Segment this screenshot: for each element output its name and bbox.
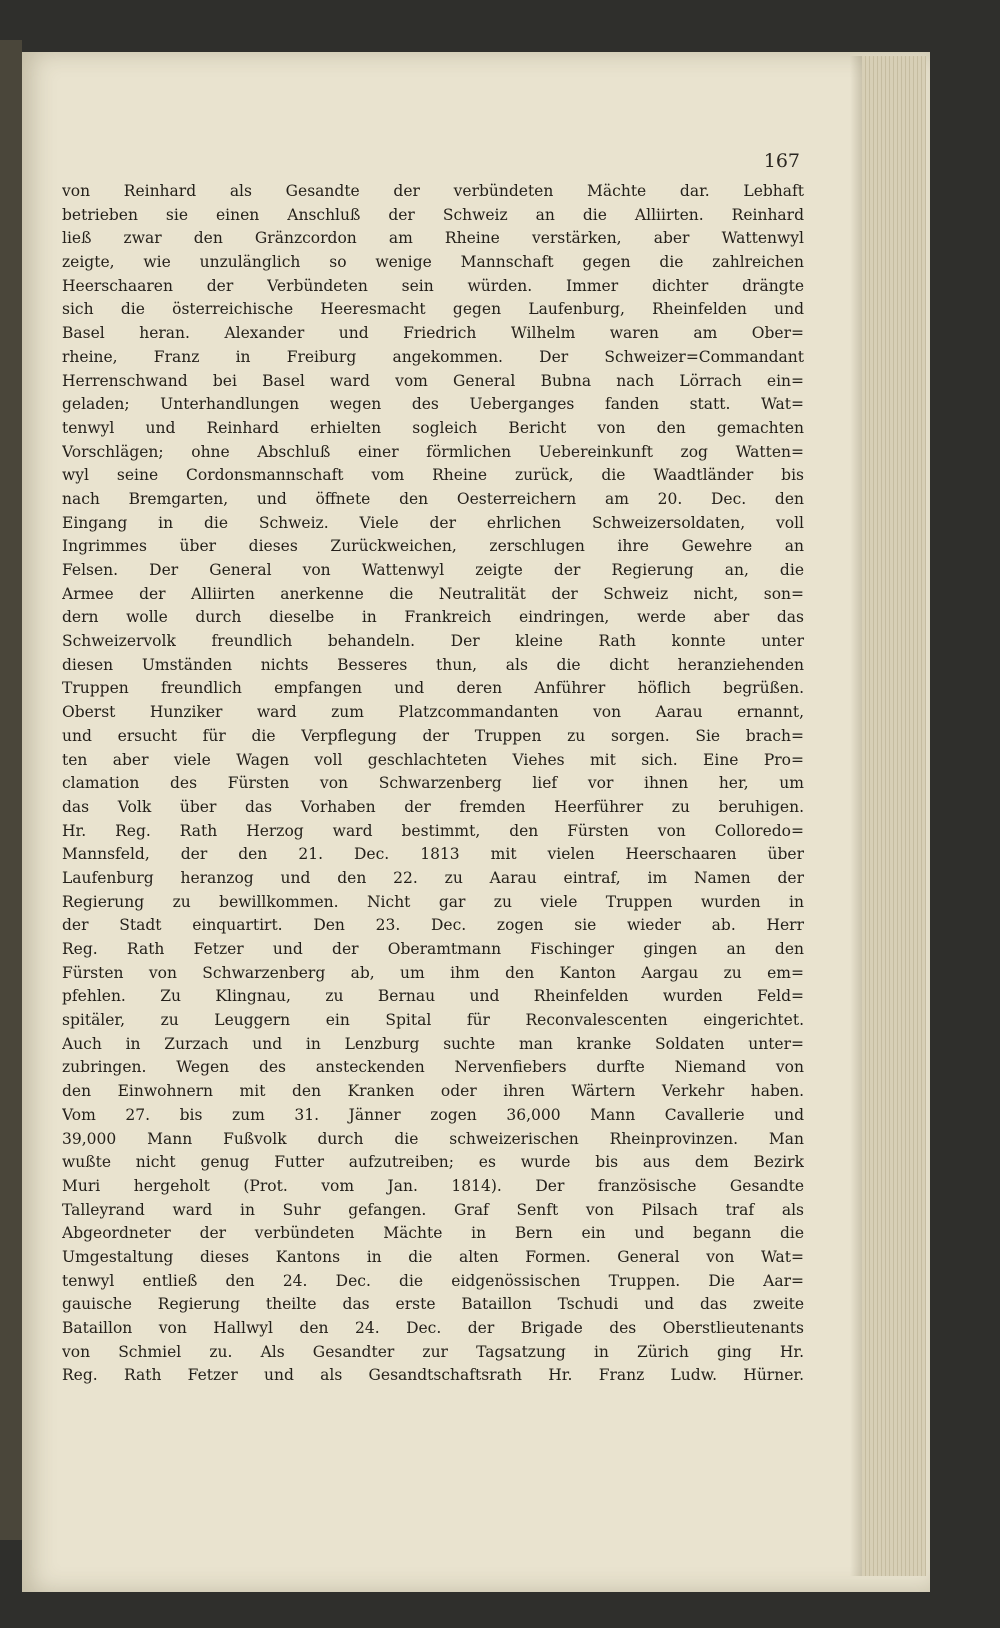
text-line: ließ zwar den Gränzcordon am Rheine verstärken, aber Wattenwyl (62, 229, 804, 248)
text-line: und ersucht für die Verpflegung der Truppen zu sorgen. Sie brach= (62, 726, 804, 745)
text-line: Vorschlägen; ohne Abschluß einer förmlichen Uebereinkunft zog Watten= (62, 442, 804, 461)
text-line: den Einwohnern mit den Kranken oder ihren Wärtern Verkehr haben. (62, 1082, 804, 1101)
text-line: der Stadt einquartirt. Den 23. Dec. zogen sie wieder ab. Herr (62, 916, 804, 935)
text-line: tenwyl und Reinhard erhielten sogleich Bericht von den gemachten (62, 418, 804, 437)
text-line: Regierung zu bewillkommen. Nicht gar zu viele Truppen wurden in (62, 892, 804, 911)
text-line: Ingrimmes über dieses Zurückweichen, zerschlugen ihre Gewehre an (62, 537, 804, 556)
text-line: Oberst Hunziker ward zum Platzcommandanten von Aarau ernannt, (62, 703, 804, 722)
text-line: Hr. Reg. Rath Herzog ward bestimmt, den Fürsten von Colloredo= (62, 821, 804, 840)
text-line: Heerschaaren der Verbündeten sein würden. Immer dichter drängte (62, 276, 804, 295)
text-line: das Volk über das Vorhaben der fremden Heerführer zu beruhigen. (62, 797, 804, 816)
text-line: Truppen freundlich empfangen und deren Anführer höflich begrüßen. (62, 679, 804, 698)
text-line: wyl seine Cordonsmannschaft vom Rheine zurück, die Waadtländer bis (62, 466, 804, 485)
text-line: rheine, Franz in Freiburg angekommen. Der Schweizer=Commandant (62, 347, 804, 366)
body-text (62, 180, 804, 1388)
text-line: betrieben sie einen Anschluß der Schweiz an die Alliirten. Reinhard (62, 205, 804, 224)
text-line: 39,000 Mann Fußvolk durch die schweizerischen Rheinprovinzen. Man (62, 1129, 804, 1148)
text-line: Reg. Rath Fetzer und als Gesandtschaftsrath Hr. Franz Ludw. Hürner. (62, 1366, 804, 1385)
text-line: nach Bremgarten, und öffnete den Oesterreichern am 20. Dec. den (62, 489, 804, 508)
text-line: Eingang in die Schweiz. Viele der ehrlichen Schweizersoldaten, voll (62, 513, 804, 532)
text-line: gauische Regierung theilte das erste Bataillon Tschudi und das zweite (62, 1295, 804, 1314)
text-line: tenwyl entließ den 24. Dec. die eidgenössischen Truppen. Die Aar= (62, 1271, 804, 1290)
text-line: von Reinhard als Gesandte der verbündeten Mächte dar. Lebhaft (62, 182, 804, 200)
text-line: Fürsten von Schwarzenberg ab, um ihm den Kanton Aargau zu em= (62, 963, 804, 982)
page-edges (862, 56, 926, 1576)
text-line: geladen; Unterhandlungen wegen des Ueberganges fanden statt. Wat= (62, 395, 804, 414)
text-line: Vom 27. bis zum 31. Jänner zogen 36,000 Mann Cavallerie und (62, 1105, 804, 1124)
text-line: diesen Umständen nichts Besseres thun, als die dicht heranziehenden (62, 655, 804, 674)
text-line: spitäler, zu Leuggern ein Spital für Reconvalescenten eingerichtet. (62, 1011, 804, 1030)
text-line: Armee der Alliirten anerkenne die Neutralität der Schweiz nicht, son= (62, 584, 804, 603)
text-line: Herrenschwand bei Basel ward vom General Bubna nach Lörrach ein= (62, 371, 804, 390)
text-line: zubringen. Wegen des ansteckenden Nervenfiebers durfte Niemand von (62, 1058, 804, 1077)
text-line: Bataillon von Hallwyl den 24. Dec. der Brigade des Oberstlieutenants (62, 1319, 804, 1337)
text-line: Reg. Rath Fetzer und der Oberamtmann Fischinger gingen an den (62, 940, 804, 958)
text-line: pfehlen. Zu Klingnau, zu Bernau und Rheinfelden wurden Feld= (62, 987, 804, 1006)
text-line: von Schmiel zu. Als Gesandter zur Tagsatzung in Zürich ging Hr. (62, 1342, 804, 1361)
book-spine (0, 40, 22, 1540)
text-line: Talleyrand ward in Suhr gefangen. Graf Senft von Pilsach traf als (62, 1200, 804, 1219)
text-line: dern wolle durch dieselbe in Frankreich eindringen, werde aber das (62, 608, 804, 627)
text-line: wußte nicht genug Futter aufzutreiben; es wurde bis aus dem Bezirk (62, 1153, 804, 1172)
text-line: Umgestaltung dieses Kantons in die alten Formen. General von Wat= (62, 1247, 804, 1266)
text-line: Abgeordneter der verbündeten Mächte in Bern ein und begann die (62, 1224, 804, 1243)
text-line: Auch in Zurzach und in Lenzburg suchte man kranke Soldaten unter= (62, 1034, 804, 1053)
text-line: zeigte, wie unzulänglich so wenige Mannschaft gegen die zahlreichen (62, 253, 804, 272)
text-line: ten aber viele Wagen voll geschlachteten Viehes mit sich. Eine Pro= (62, 750, 804, 769)
text-line: sich die österreichische Heeresmacht gegen Laufenburg, Rheinfelden und (62, 300, 804, 319)
text-line: Basel heran. Alexander und Friedrich Wilhelm waren am Ober= (62, 324, 804, 343)
text-line: clamation des Fürsten von Schwarzenberg lief vor ihnen her, um (62, 774, 804, 793)
text-line: Schweizervolk freundlich behandeln. Der kleine Rath konnte unter (62, 632, 804, 651)
text-line: Muri hergeholt (Prot. vom Jan. 1814). Der französische Gesandte (62, 1176, 804, 1195)
page-number: 167 (763, 150, 800, 172)
text-line: Felsen. Der General von Wattenwyl zeigte der Regierung an, die (62, 561, 804, 579)
text-line: Mannsfeld, der den 21. Dec. 1813 mit vielen Heerschaaren über (62, 845, 804, 864)
text-line: Laufenburg heranzog und den 22. zu Aarau eintraf, im Namen der (62, 868, 804, 887)
